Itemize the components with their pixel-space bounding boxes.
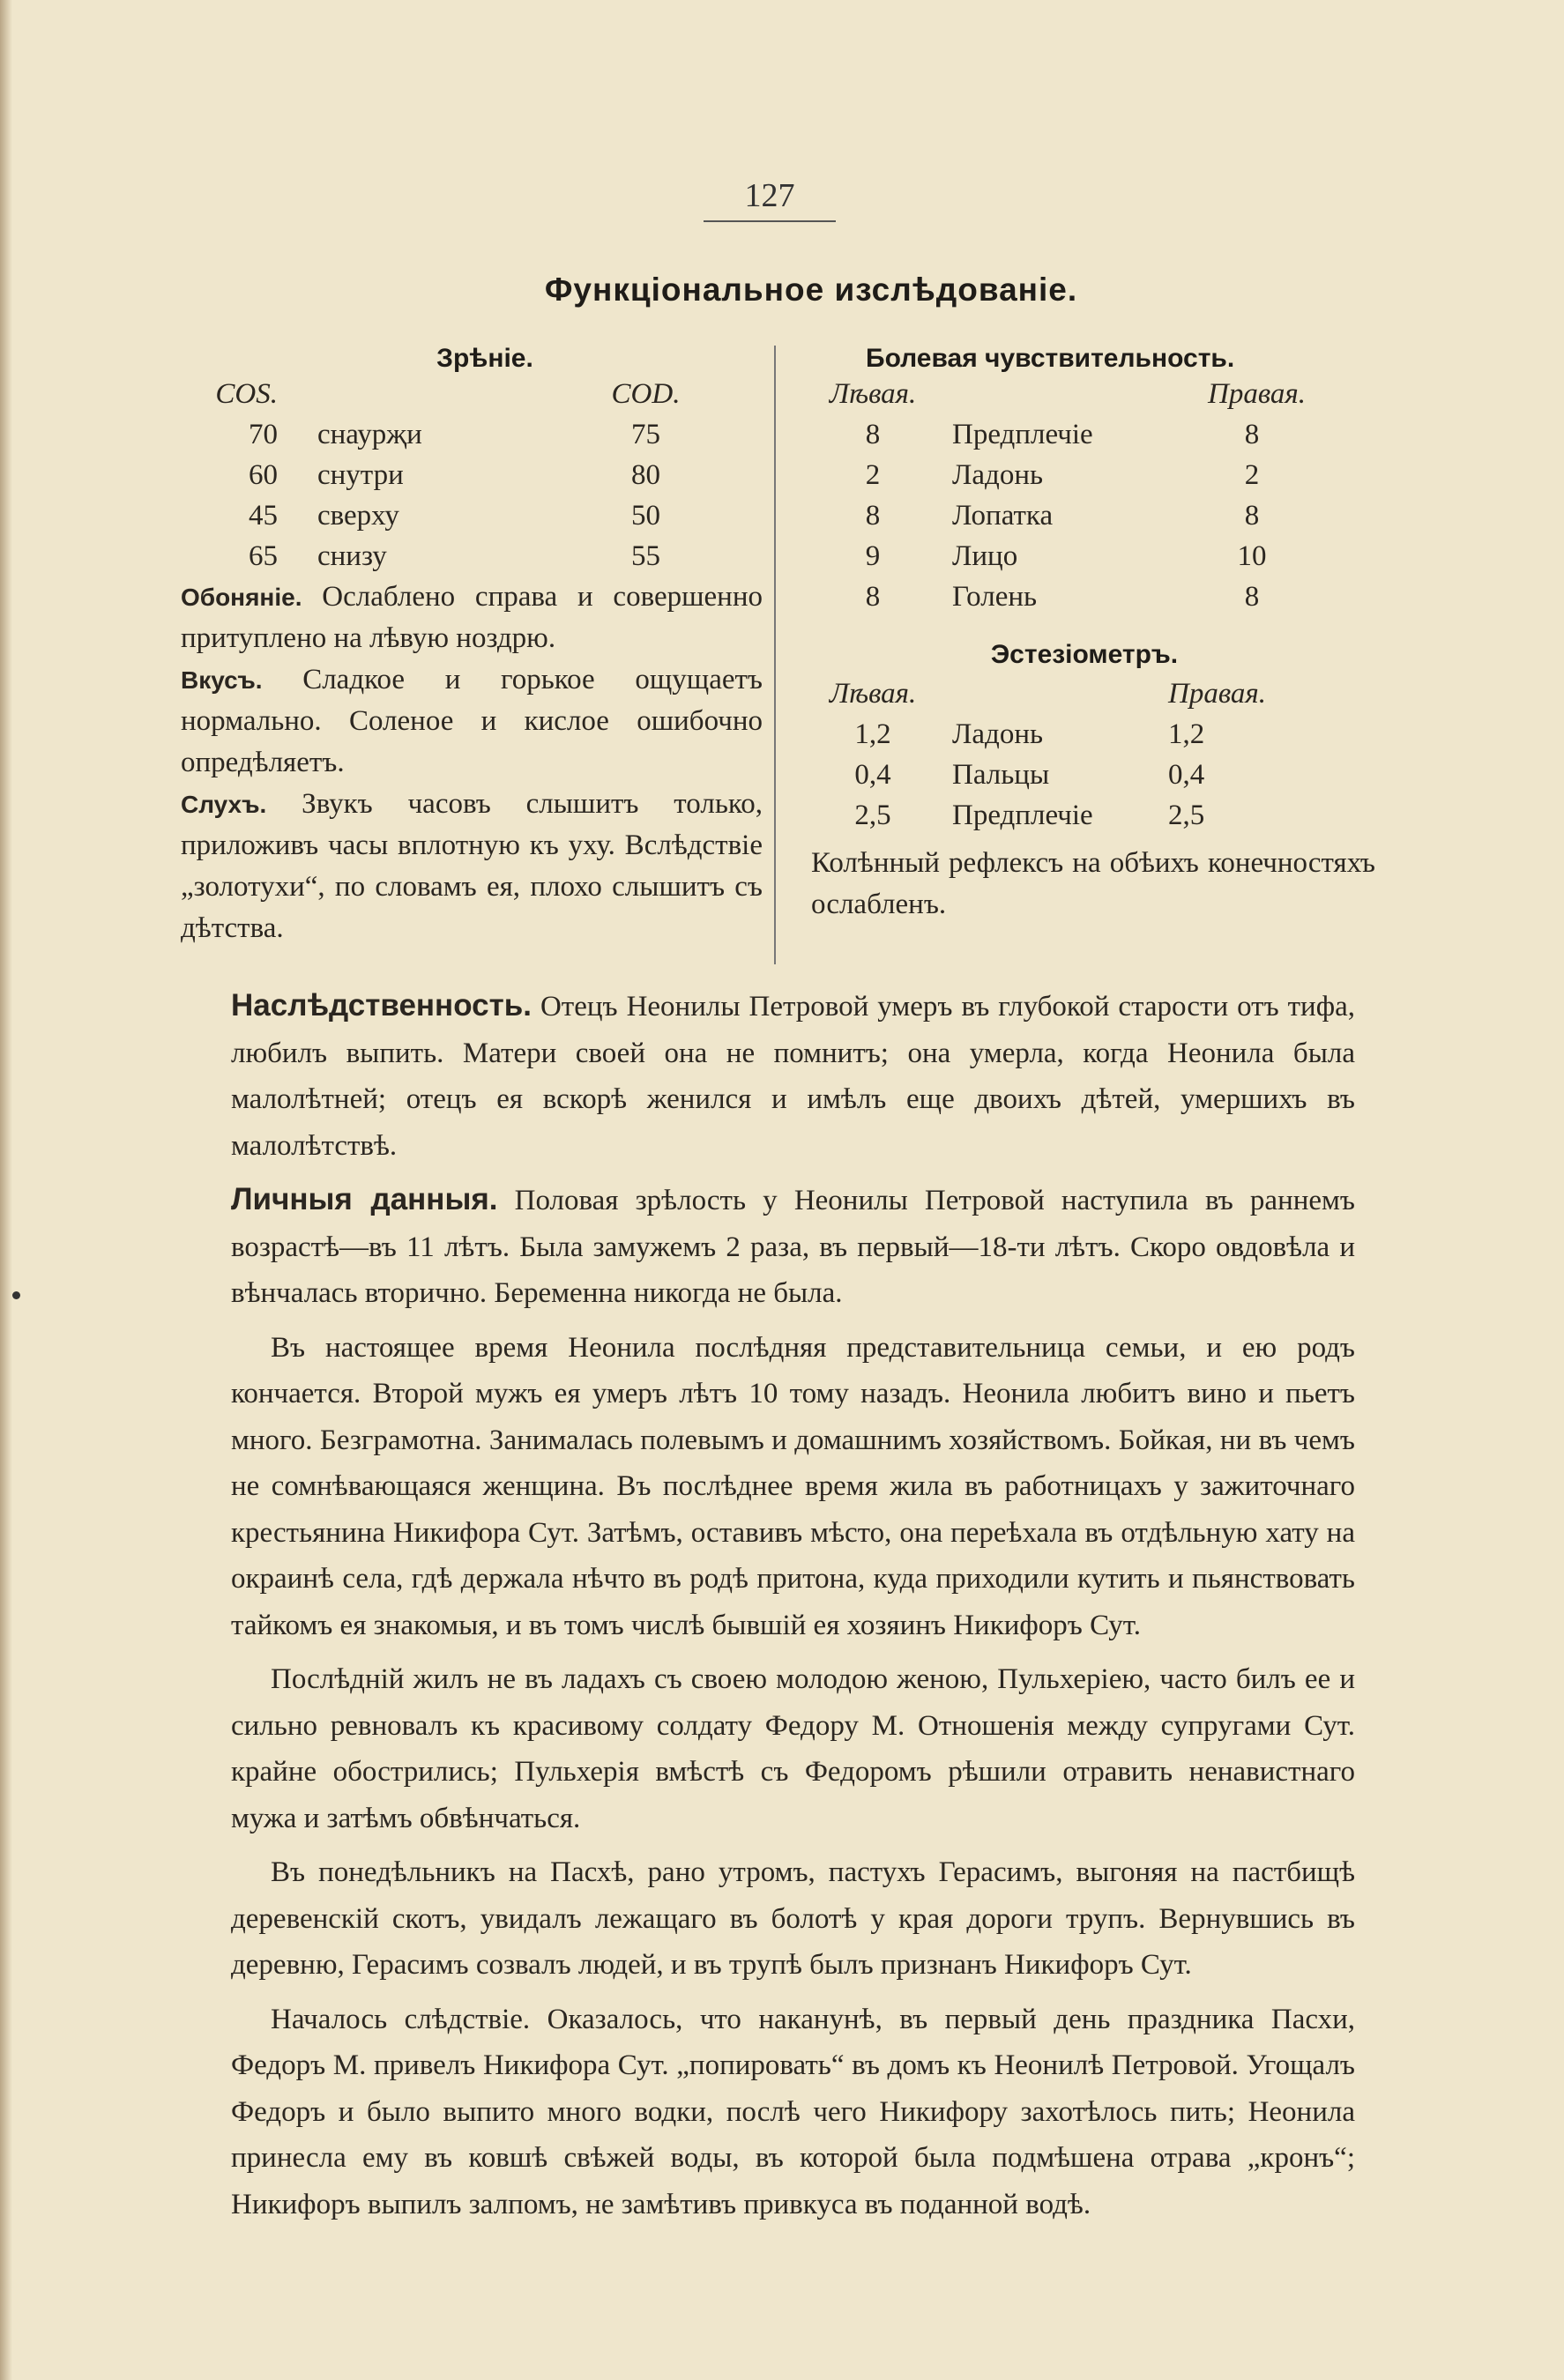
personal-text: Половая зрѣлость у Неонилы Петровой наступила въ раннемъ возрастѣ—въ 11 лѣтъ. Была замужемъ 2 раза, въ первый—18-ти лѣтъ. Скоро овдовѣла и вѣнчалась вторично. Беременна никогда не была. xyxy=(231,1185,1355,1309)
vision-cell: 55 xyxy=(631,540,660,572)
esthesiometer-table xyxy=(793,673,1375,836)
heredity-paragraph xyxy=(231,983,1355,1169)
pain-cell: 8 xyxy=(1244,419,1260,450)
est-col-right-header: Правая. xyxy=(1168,678,1267,710)
pain-cell: Голень xyxy=(952,581,1038,613)
vision-col-right-header: COD. xyxy=(611,378,681,410)
body-paragraph: Въ настоящее время Неонила послѣдняя представительница семьи, и ею родъ кончается. Второй мужъ ея умеръ лѣтъ 10 тому назадъ. Неонила любитъ вино и пьетъ много. Безграмотна. Занималась полевымъ и домашнимъ хозяйствомъ. Бойкая, ни въ чемъ не сомнѣвающаяся женщина. Въ послѣднее время жила въ работницахъ у зажиточнаго крестьянина Никифора Сут. Затѣмъ, оставивъ мѣсто, она переѣхала въ отдѣльную хату на окраинѣ села, гдѣ держала нѣчто въ родѣ притона, куда приходили кутить и пьянствовать тайкомъ ея знакомыя, и въ томъ числѣ бывшій ея хозяинъ Никифоръ Сут. xyxy=(231,1331,1355,1641)
pain-cell: Предплечіе xyxy=(952,419,1093,450)
est-cell: 0,4 xyxy=(1168,759,1205,791)
est-col-left-header: Лѣвая. xyxy=(829,678,917,710)
est-cell: 2,5 xyxy=(1168,800,1205,831)
est-cell: 2,5 xyxy=(854,800,891,831)
pain-cell: 2 xyxy=(865,459,881,491)
pain-col-left-header: Лѣвая. xyxy=(829,378,917,410)
est-cell: Пальцы xyxy=(952,759,1050,791)
section-title: Функціональное изслѣдованіе. xyxy=(544,271,1078,308)
reflex-note: Колѣнный рефлексъ на обѣихъ конечностяхъ ослабленъ. xyxy=(811,847,1375,920)
vision-col-left-header: COS. xyxy=(215,378,278,410)
heredity-lead: Наслѣдственность. xyxy=(231,988,532,1023)
heredity-text: Отецъ Неонилы Петровой умеръ въ глубокой старости отъ тифа, любилъ выпить. Матери своей она не помнитъ; она умерла, когда Неонила была малолѣтней; отецъ ея вскорѣ женился и имѣлъ еще двоихъ дѣтей, умершихъ въ малолѣтствѣ. xyxy=(231,991,1355,1162)
vision-cell: 80 xyxy=(631,459,660,491)
body-paragraph: Послѣдній жилъ не въ ладахъ съ своею молодою женою, Пульхеріею, часто билъ ее и сильно ревновалъ къ красивому солдату Федору М. Отношенія между супругами Сут. крайне обострились; Пульхерія вмѣстѣ съ Федоромъ рѣшили отравить ненавистнаго мужа и затѣмъ обвѣнчаться. xyxy=(231,1663,1355,1834)
pain-cell: 8 xyxy=(865,581,881,613)
vision-cell: снутри xyxy=(317,459,404,491)
est-cell: Ладонь xyxy=(952,718,1044,750)
vision-cell: 45 xyxy=(249,500,278,532)
vision-cell: снизу xyxy=(317,540,387,572)
smell-term: Обоняніе. xyxy=(181,584,302,611)
taste-paragraph xyxy=(181,659,763,784)
pain-cell: 8 xyxy=(865,500,881,532)
smell-paragraph xyxy=(181,576,763,659)
body-paragraph: Началось слѣдствіе. Оказалось, что наканунѣ, въ первый день праздника Пасхи, Федоръ М. привелъ Никифора Сут. „попировать“ въ домъ къ Неонилѣ Петровой. Угощалъ Федоръ и было выпито много водки, послѣ чего Никифору захотѣлось пить; Неонила принесла ему въ ковшѣ свѣжей воды, въ которой была подмѣшена отрава „кронъ“; Никифоръ выпилъ залпомъ, не замѣтивъ привкуса въ поданной водѣ. xyxy=(231,2003,1355,2220)
pain-heading: Болевая чувствительность. xyxy=(866,344,1235,373)
vision-table xyxy=(181,374,767,576)
vision-cell: 70 xyxy=(249,419,278,450)
taste-term: Вкусъ. xyxy=(181,666,263,694)
page-edge-shadow xyxy=(0,0,12,2380)
hearing-term: Слухъ. xyxy=(181,791,267,818)
pain-cell: 10 xyxy=(1237,540,1267,572)
personal-lead: Личныя данныя. xyxy=(231,1182,498,1216)
est-cell: Предплечіе xyxy=(952,800,1093,831)
pain-cell: 8 xyxy=(1244,581,1260,613)
column-divider xyxy=(774,346,776,964)
right-column xyxy=(793,344,1375,926)
vision-cell: 50 xyxy=(631,500,660,532)
vision-heading: Зрѣніе. xyxy=(436,344,533,373)
pain-table xyxy=(793,374,1375,617)
esthesiometer-heading: Эстезіометръ. xyxy=(990,640,1179,669)
hearing-text: Звукъ часовъ слышитъ только, приложивъ часы вплотную къ уху. Вслѣдствіе „золотухи“, по словамъ ея, плохо слышитъ съ дѣтства. xyxy=(181,788,763,944)
left-column xyxy=(181,344,767,949)
margin-dot xyxy=(12,1291,20,1299)
smell-text: Ослаблено справа и совершенно притуплено на лѣвую ноздрю. xyxy=(181,581,763,654)
vision-cell: снаурҗи xyxy=(317,419,422,450)
pain-cell: 2 xyxy=(1244,459,1260,491)
page-number-rule xyxy=(704,220,836,222)
taste-text: Сладкое и горькое ощущаетъ нормально. Соленое и кислое ошибочно опредѣляетъ. xyxy=(181,664,763,778)
vision-cell: 75 xyxy=(631,419,660,450)
hearing-paragraph xyxy=(181,784,763,949)
pain-cell: Ладонь xyxy=(952,459,1044,491)
personal-paragraph xyxy=(231,1177,1355,1317)
vision-cell: 65 xyxy=(249,540,278,572)
vision-cell: сверху xyxy=(317,500,399,532)
pain-cell: 9 xyxy=(865,540,881,572)
pain-cell: 8 xyxy=(865,419,881,450)
body-paragraph: Въ понедѣльникъ на Пасхѣ, рано утромъ, пастухъ Герасимъ, выгоняя на пастбищѣ деревенскій скотъ, увидалъ лежащаго въ болотѣ у края дороги трупъ. Вернувшись въ деревню, Герасимъ созвалъ людей, и въ трупѣ былъ признанъ Никифоръ Сут. xyxy=(231,1856,1355,1981)
vision-cell: 60 xyxy=(249,459,278,491)
est-cell: 1,2 xyxy=(854,718,891,750)
est-cell: 1,2 xyxy=(1168,718,1205,750)
page-number: 127 xyxy=(744,177,795,214)
pain-col-right-header: Правая. xyxy=(1208,378,1307,410)
pain-cell: Лопатка xyxy=(952,500,1054,532)
main-text xyxy=(231,983,1355,2235)
pain-cell: 8 xyxy=(1244,500,1260,532)
est-cell: 0,4 xyxy=(854,759,891,791)
pain-cell: Лицо xyxy=(952,540,1018,572)
